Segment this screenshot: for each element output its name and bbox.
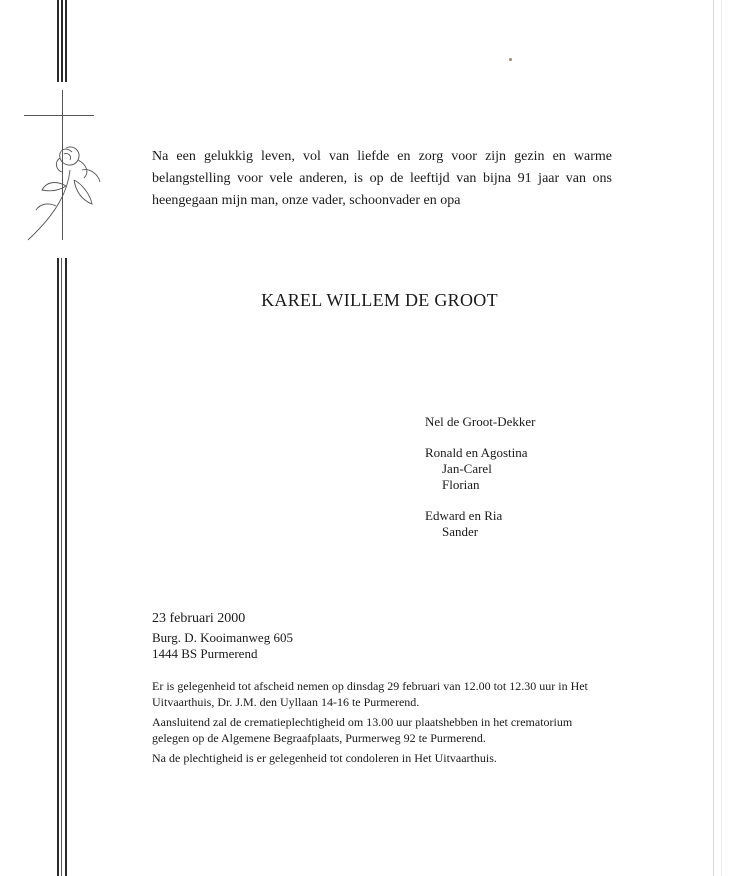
family-parents: Ronald en Agostina bbox=[425, 445, 528, 460]
family-child: Florian bbox=[442, 477, 480, 492]
address-city: 1444 BS Purmerend bbox=[152, 646, 258, 661]
page-edge-line bbox=[721, 0, 722, 876]
notice-date: 23 februari 2000 bbox=[152, 611, 246, 626]
address-block bbox=[152, 611, 293, 662]
note-farewell: Er is gelegenheid tot afscheid nemen op dinsdag 29 februari van 12.00 tot 12.30 uur in Het Uitvaarthuis, Dr. J.M. den Uyllaan 14-16 te Purmerend. bbox=[152, 679, 588, 709]
page-edge-line bbox=[713, 0, 714, 876]
family-child: Jan-Carel bbox=[442, 461, 492, 476]
family-parents: Edward en Ria bbox=[425, 508, 503, 523]
note-cremation: Aansluitend zal de crematieplechtigheid om 13.00 uur plaatshebben in het crematorium gelegen op de Algemene Begraafplaats, Purmerweg 92 te Purmerend. bbox=[152, 715, 573, 745]
scan-speck bbox=[509, 58, 512, 61]
address-street: Burg. D. Kooimanweg 605 bbox=[152, 630, 293, 645]
relatives-list bbox=[425, 414, 535, 555]
family-child: Sander bbox=[442, 524, 479, 539]
rose-icon bbox=[20, 140, 110, 250]
intro-text: Na een gelukkig leven, vol van liefde en zorg voor zijn gezin en warme belangstelling voor vele anderen, is op de leeftijd van bijna 91 jaar van ons heengegaan mijn man, onze vader, schoonvader en opa bbox=[152, 149, 612, 208]
deceased-name: KAREL WILLEM DE GROOT bbox=[261, 290, 498, 310]
ceremony-notes bbox=[152, 678, 612, 770]
note-condolence: Na de plechtigheid is er gelegenheid tot condoleren in Het Uitvaarthuis. bbox=[152, 751, 497, 765]
widow-name: Nel de Groot-Dekker bbox=[425, 414, 536, 429]
